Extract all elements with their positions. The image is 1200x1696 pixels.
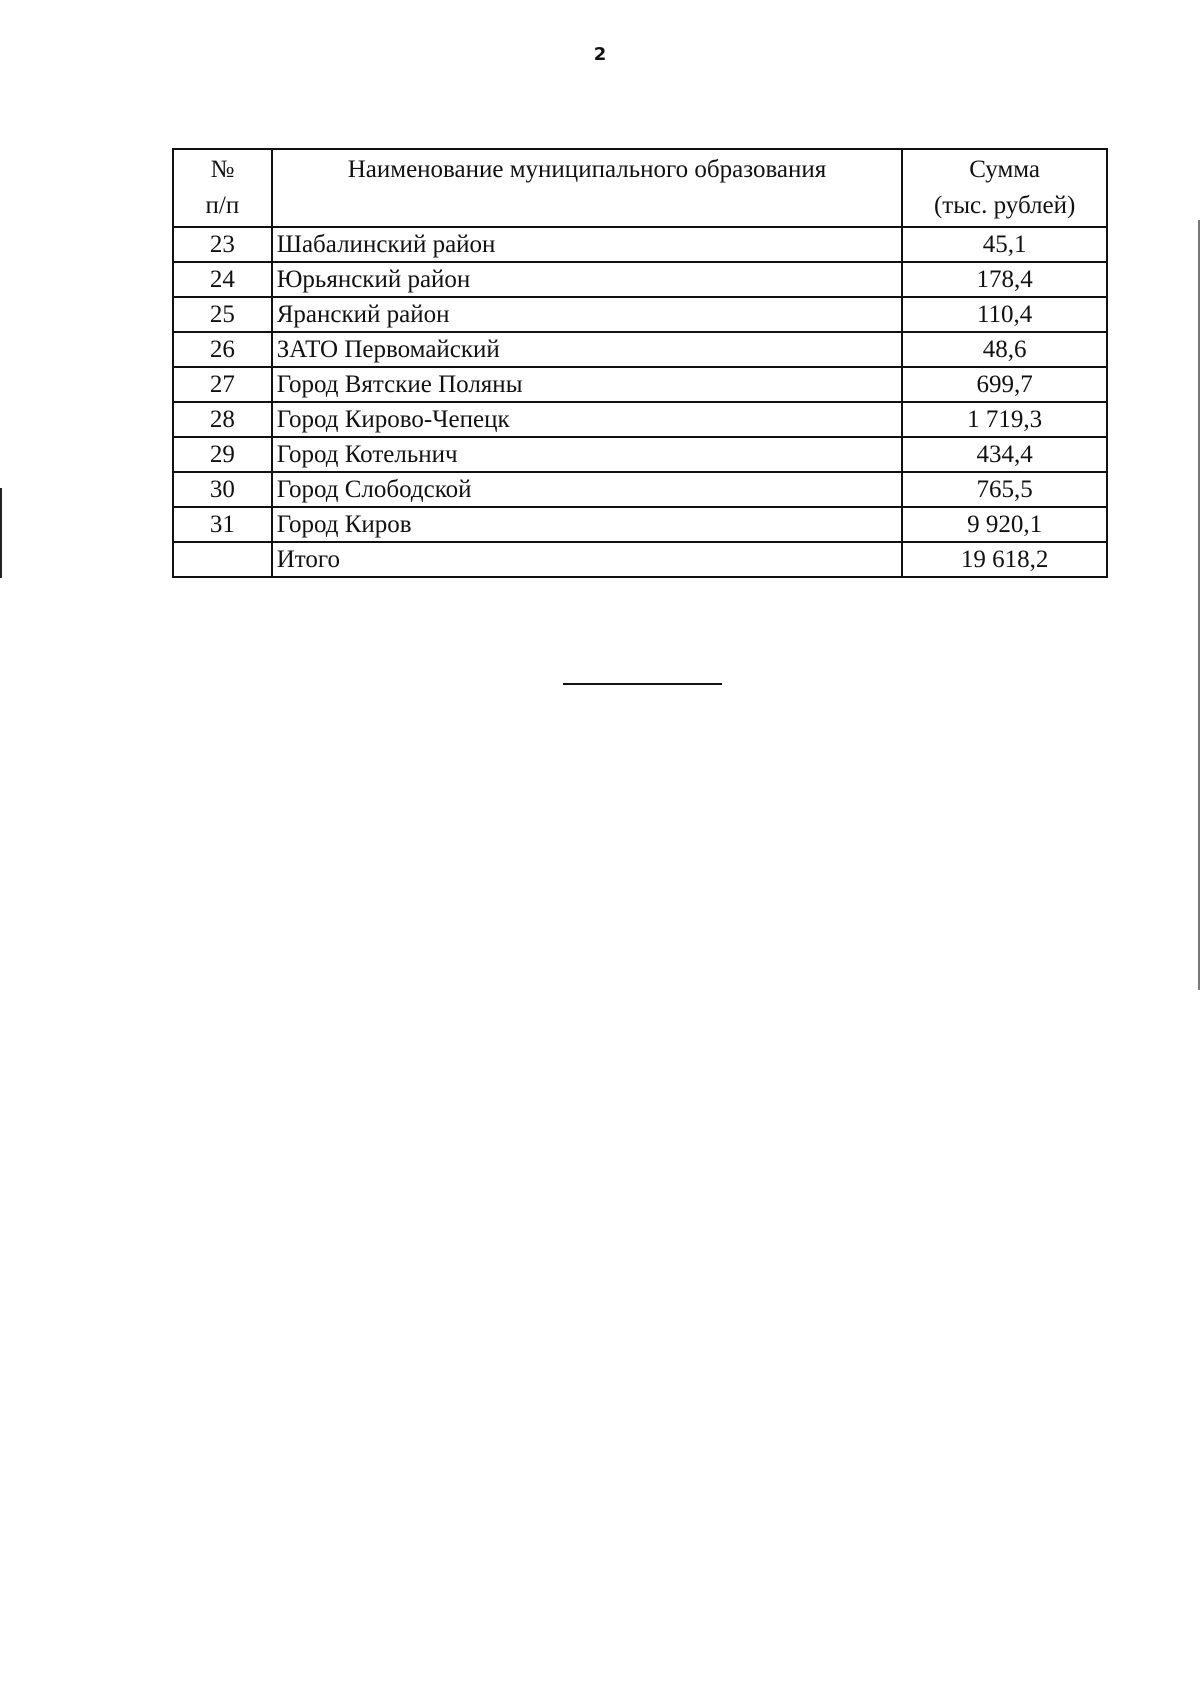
row-number: 26 bbox=[173, 332, 272, 367]
total-sum: 19 618,2 bbox=[902, 542, 1107, 577]
allocation-table bbox=[172, 148, 1108, 578]
end-of-table-rule bbox=[563, 683, 722, 685]
table-row bbox=[173, 262, 1107, 297]
row-name: Яранский район bbox=[272, 297, 903, 332]
row-name: Город Слободской bbox=[272, 472, 903, 507]
row-sum: 45,1 bbox=[902, 227, 1107, 262]
row-name: ЗАТО Первомайский bbox=[272, 332, 903, 367]
header-sum-line2: (тыс. рублей) bbox=[933, 192, 1076, 219]
row-number: 25 bbox=[173, 297, 272, 332]
row-name: Город Вятские Поляны bbox=[272, 367, 903, 402]
row-sum: 1 719,3 bbox=[902, 402, 1107, 437]
row-number: 24 bbox=[173, 262, 272, 297]
row-name: Город Котельнич bbox=[272, 437, 903, 472]
row-sum: 48,6 bbox=[902, 332, 1107, 367]
table-row bbox=[173, 367, 1107, 402]
row-number: 23 bbox=[173, 227, 272, 262]
table-header-row bbox=[173, 149, 1107, 227]
row-number: 28 bbox=[173, 402, 272, 437]
row-sum: 110,4 bbox=[902, 297, 1107, 332]
row-name: Юрьянский район bbox=[272, 262, 903, 297]
header-number-line1: № bbox=[210, 156, 235, 183]
row-sum: 178,4 bbox=[902, 262, 1107, 297]
scan-edge-left bbox=[0, 488, 2, 578]
total-row bbox=[173, 542, 1107, 577]
row-number: 27 bbox=[173, 367, 272, 402]
row-number: 30 bbox=[173, 472, 272, 507]
row-number: 29 bbox=[173, 437, 272, 472]
header-sum bbox=[902, 149, 1107, 227]
table-row bbox=[173, 507, 1107, 542]
table-row bbox=[173, 297, 1107, 332]
page-number: 2 bbox=[593, 44, 607, 65]
row-sum: 699,7 bbox=[902, 367, 1107, 402]
table-row bbox=[173, 332, 1107, 367]
row-number: 31 bbox=[173, 507, 272, 542]
row-sum: 434,4 bbox=[902, 437, 1107, 472]
table-row bbox=[173, 402, 1107, 437]
row-name: Город Киров bbox=[272, 507, 903, 542]
header-number bbox=[173, 149, 272, 227]
table-row bbox=[173, 227, 1107, 262]
header-number-line2: п/п bbox=[205, 192, 240, 219]
row-sum: 765,5 bbox=[902, 472, 1107, 507]
row-name: Город Кирово-Чепецк bbox=[272, 402, 903, 437]
row-name: Шабалинский район bbox=[272, 227, 903, 262]
header-name bbox=[272, 149, 903, 227]
total-number bbox=[173, 542, 272, 577]
row-sum: 9 920,1 bbox=[902, 507, 1107, 542]
header-sum-line1: Сумма bbox=[969, 156, 1041, 183]
header-name-text: Наименование муниципального образования bbox=[347, 156, 827, 183]
total-label: Итого bbox=[272, 542, 903, 577]
table-row bbox=[173, 472, 1107, 507]
table-row bbox=[173, 437, 1107, 472]
